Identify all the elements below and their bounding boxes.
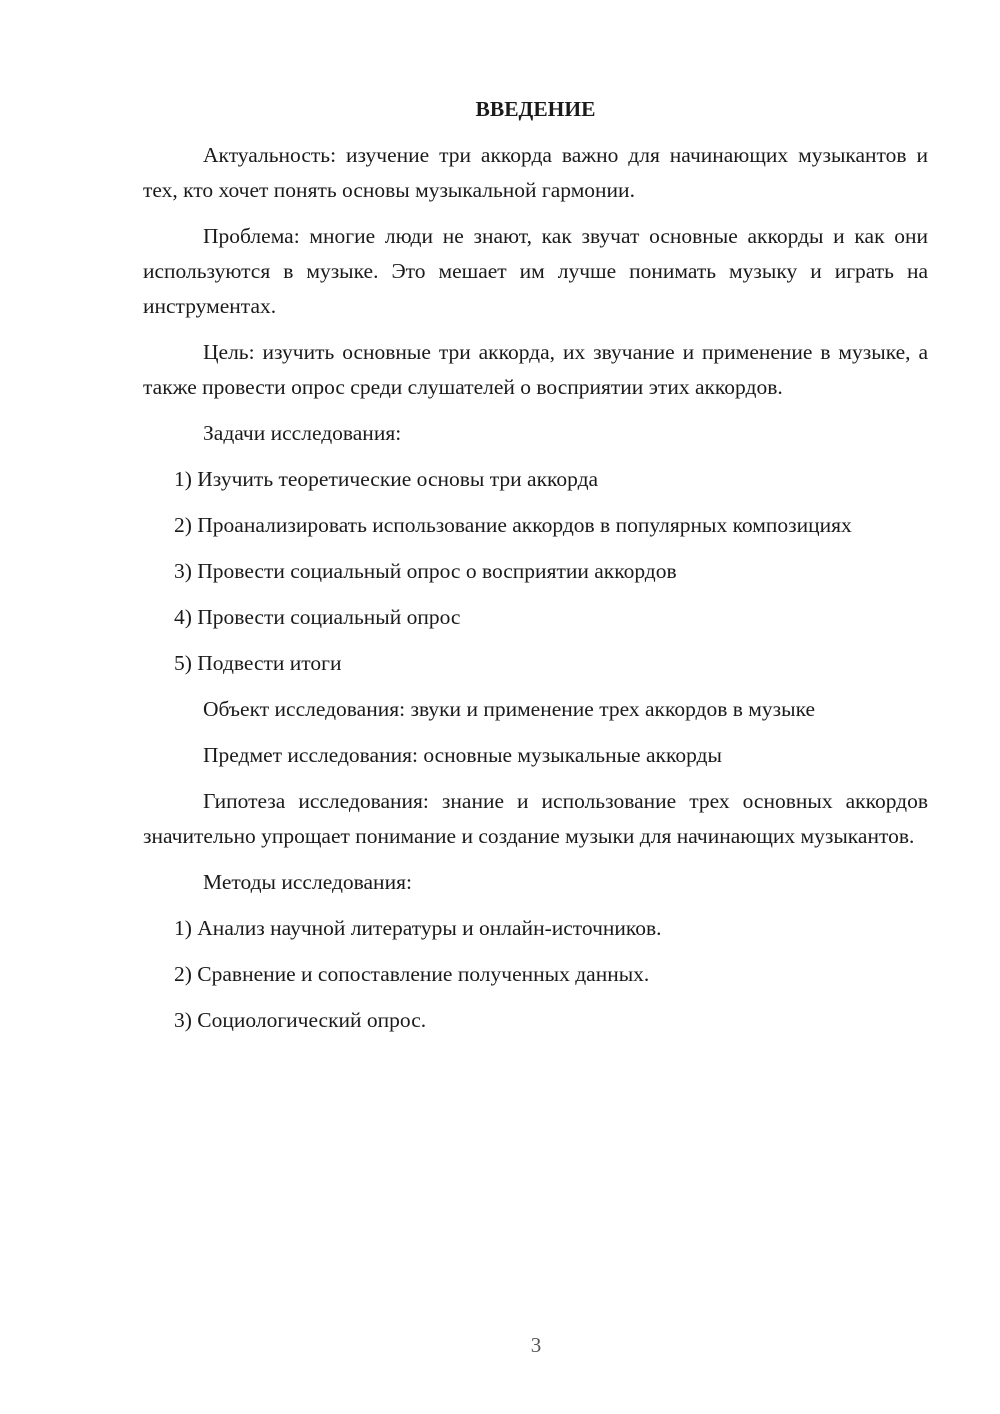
section-title: ВВЕДЕНИЕ [475,97,596,121]
tasks-heading: Задачи исследования: [203,421,402,445]
subject-paragraph: Предмет исследования: основные музыкальные аккорды [203,743,722,767]
task-item: 2) Проанализировать использование аккордов в популярных композициях [174,513,852,537]
problem-paragraph: Проблема: многие люди не знают, как звучат основные аккорды и как они используются в музыке. Это мешает им лучше понимать музыку и играть на инструментах. [143,224,928,318]
task-item: 5) Подвести итоги [174,651,342,675]
page-content [143,92,928,1049]
hypothesis-paragraph: Гипотеза исследования: знание и использование трех основных аккордов значительно упрощает понимание и создание музыки для начинающих музыкантов. [143,789,928,848]
method-item: 2) Сравнение и сопоставление полученных данных. [174,962,650,986]
method-item: 3) Социологический опрос. [174,1008,427,1032]
task-item: 1) Изучить теоретические основы три аккорда [174,467,599,491]
method-item: 1) Анализ научной литературы и онлайн-источников. [174,916,662,940]
object-paragraph: Объект исследования: звуки и применение трех аккордов в музыке [203,697,816,721]
goal-paragraph: Цель: изучить основные три аккорда, их звучание и применение в музыке, а также провести опрос среди слушателей о восприятии этих аккордов. [143,340,928,399]
relevance-paragraph: Актуальность: изучение три аккорда важно для начинающих музыкантов и тех, кто хочет понять основы музыкальной гармонии. [143,143,928,202]
methods-heading: Методы исследования: [203,870,412,894]
page-number: 3 [530,1333,542,1357]
task-item: 4) Провести социальный опрос [174,605,461,629]
task-item: 3) Провести социальный опрос о восприятии аккордов [174,559,677,583]
